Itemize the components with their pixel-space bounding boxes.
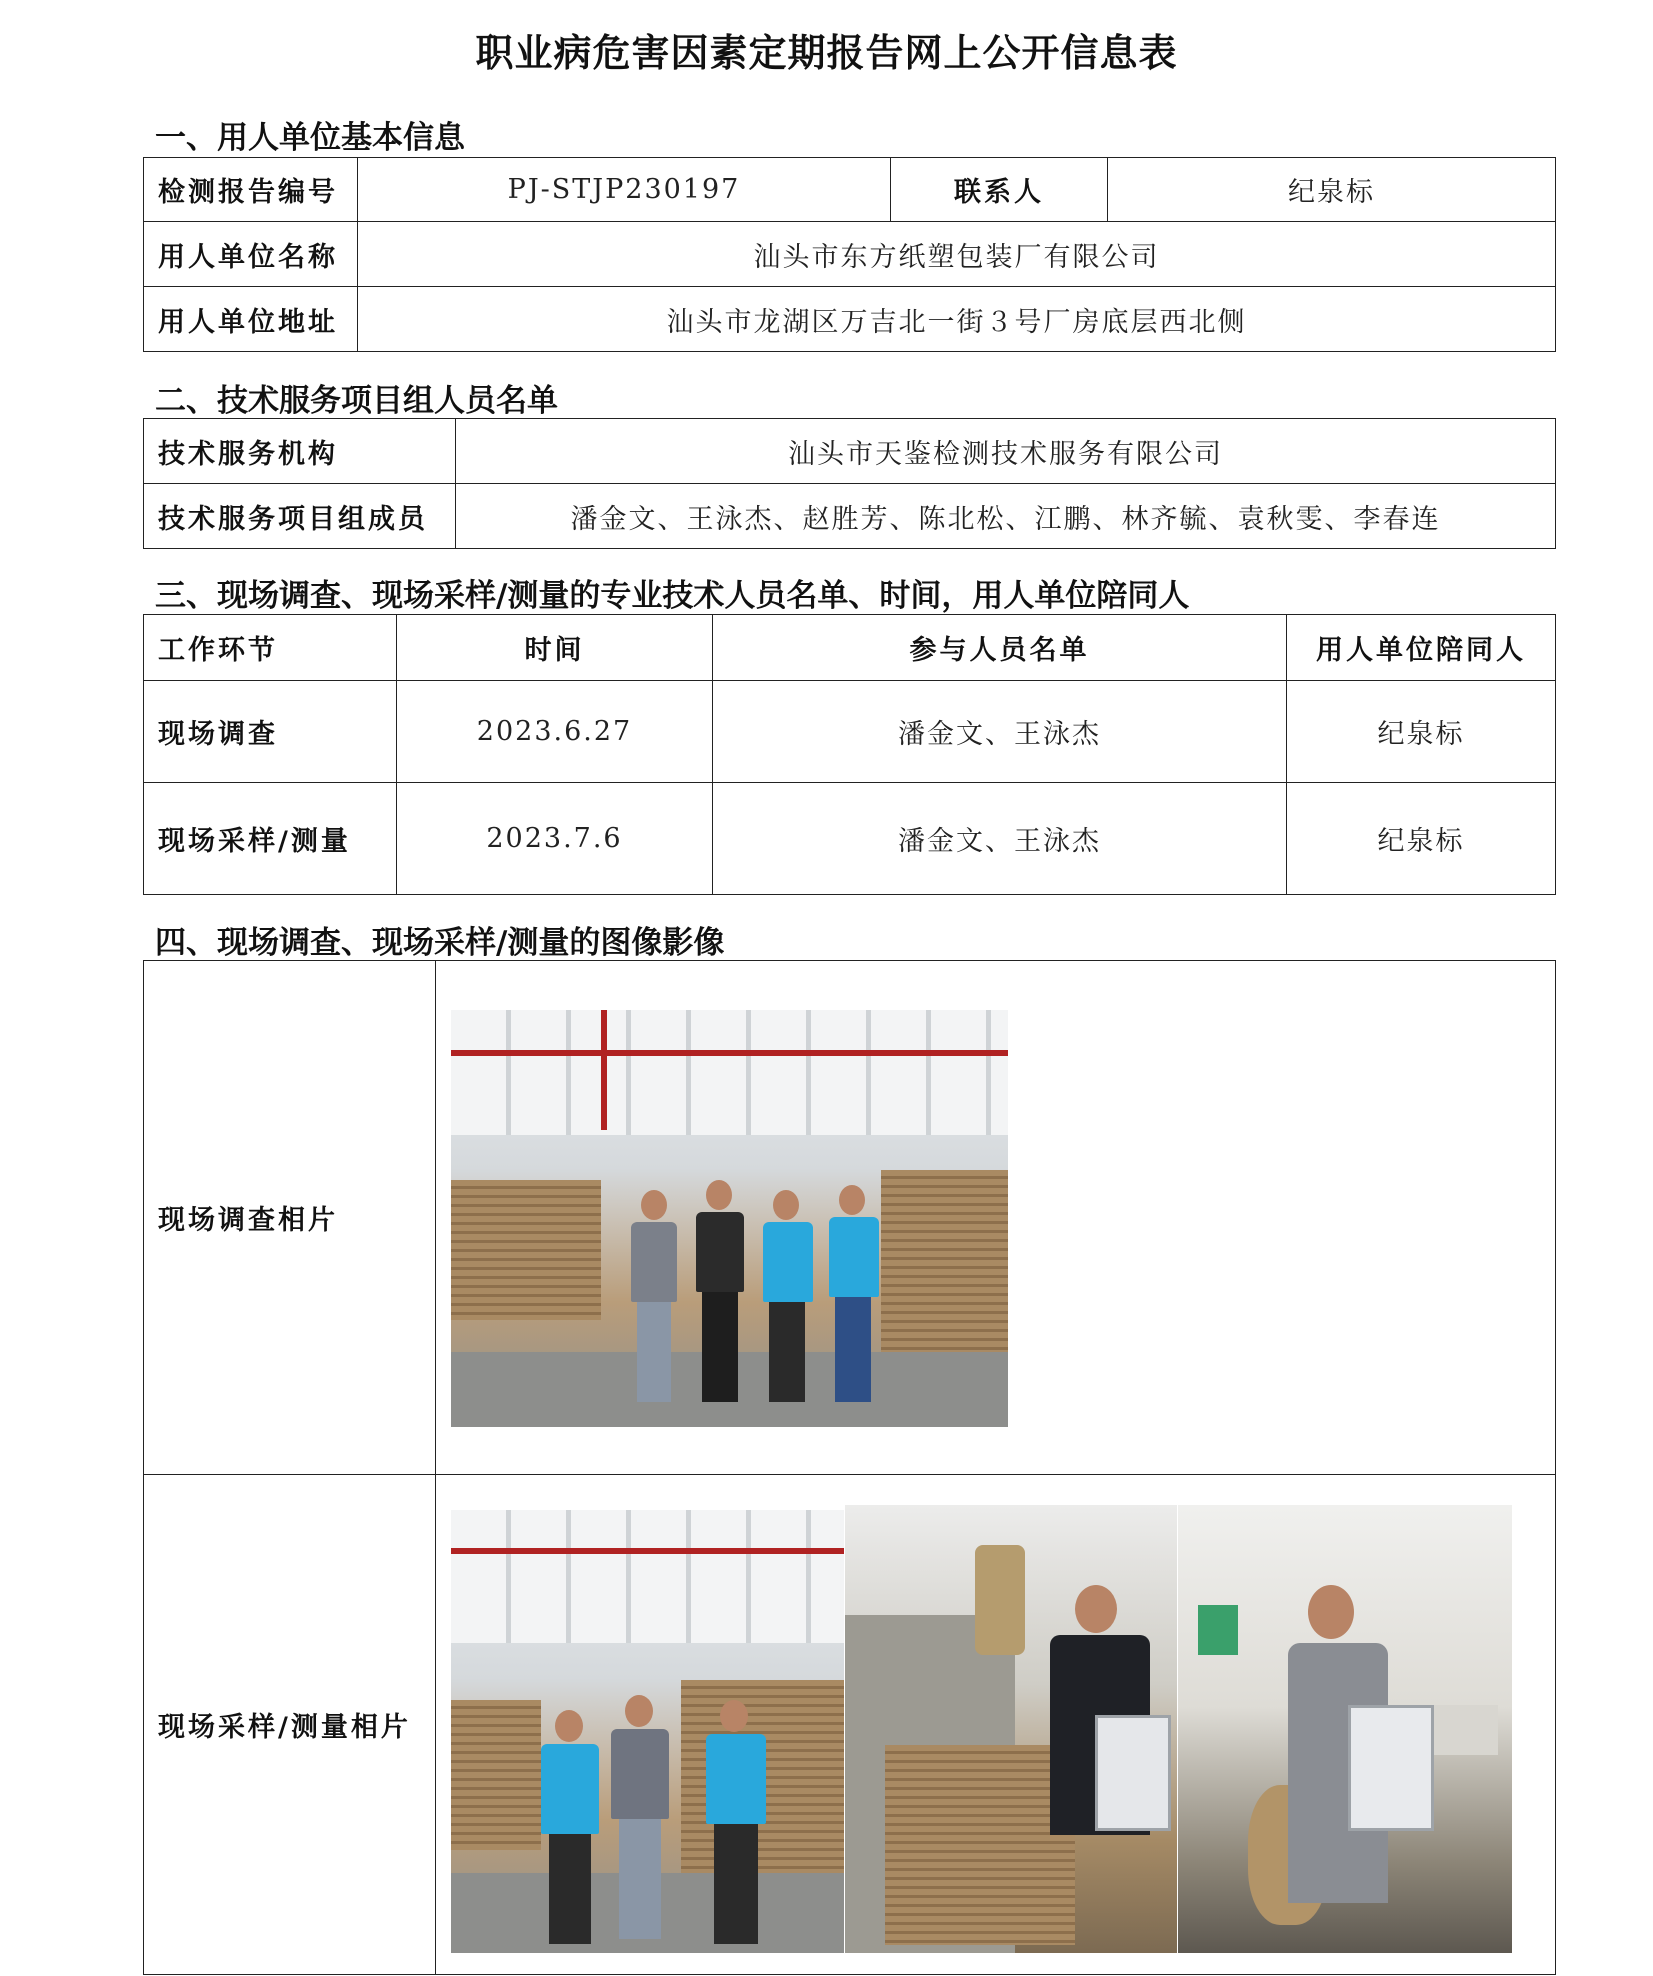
sampling-machine-photo [845, 1505, 1177, 1953]
tech-org-value: 汕头市天鉴检测技术服务有限公司 [456, 419, 1556, 484]
row-stage: 现场采样/测量 [144, 783, 397, 895]
sampling-worker-photo [1178, 1505, 1512, 1953]
basic-info-table [143, 157, 1556, 352]
company-address-label: 用人单位地址 [144, 287, 358, 352]
company-address-value: 汕头市龙湖区万吉北一街３号厂房底层西北侧 [358, 287, 1556, 352]
report-no-value: PJ-STJP230197 [358, 158, 891, 222]
row-escort: 纪泉标 [1287, 681, 1556, 783]
company-name-value: 汕头市东方纸塑包装厂有限公司 [358, 222, 1556, 287]
tech-service-table [143, 418, 1556, 549]
table-row [144, 484, 1556, 549]
row-participants: 潘金文、王泳杰 [713, 783, 1287, 895]
table-row [144, 681, 1556, 783]
table-row [144, 783, 1556, 895]
field-work-table [143, 614, 1556, 895]
table-row [144, 158, 1556, 222]
sampling-group-photo [451, 1510, 844, 1953]
header-participants: 参与人员名单 [713, 615, 1287, 681]
row-escort: 纪泉标 [1287, 783, 1556, 895]
row-date: 2023.7.6 [397, 783, 713, 895]
company-name-label: 用人单位名称 [144, 222, 358, 287]
table-row [144, 287, 1556, 352]
section2-heading: 二、技术服务项目组人员名单 [155, 383, 558, 419]
survey-group-photo [451, 1010, 1008, 1427]
header-time: 时间 [397, 615, 713, 681]
tech-org-label: 技术服务机构 [144, 419, 456, 484]
page-title: 职业病危害因素定期报告网上公开信息表 [475, 31, 1178, 75]
row-participants: 潘金文、王泳杰 [713, 681, 1287, 783]
header-escort: 用人单位陪同人 [1287, 615, 1556, 681]
table-row [144, 222, 1556, 287]
section1-heading: 一、用人单位基本信息 [155, 120, 465, 156]
contact-value: 纪泉标 [1108, 158, 1556, 222]
survey-photo-label: 现场调查相片 [144, 961, 436, 1475]
row-stage: 现场调查 [144, 681, 397, 783]
row-date: 2023.6.27 [397, 681, 713, 783]
sampling-photo-label: 现场采样/测量相片 [144, 1475, 436, 1975]
section4-heading: 四、现场调查、现场采样/测量的图像影像 [155, 925, 725, 961]
header-stage: 工作环节 [144, 615, 397, 681]
contact-label: 联系人 [891, 158, 1108, 222]
table-row [144, 419, 1556, 484]
team-members-value: 潘金文、王泳杰、赵胜芳、陈北松、江鹏、林齐毓、袁秋雯、李春连 [456, 484, 1556, 549]
section3-heading: 三、现场调查、现场采样/测量的专业技术人员名单、时间，用人单位陪同人 [155, 578, 1190, 614]
report-no-label: 检测报告编号 [144, 158, 358, 222]
table-header-row [144, 615, 1556, 681]
team-members-label: 技术服务项目组成员 [144, 484, 456, 549]
